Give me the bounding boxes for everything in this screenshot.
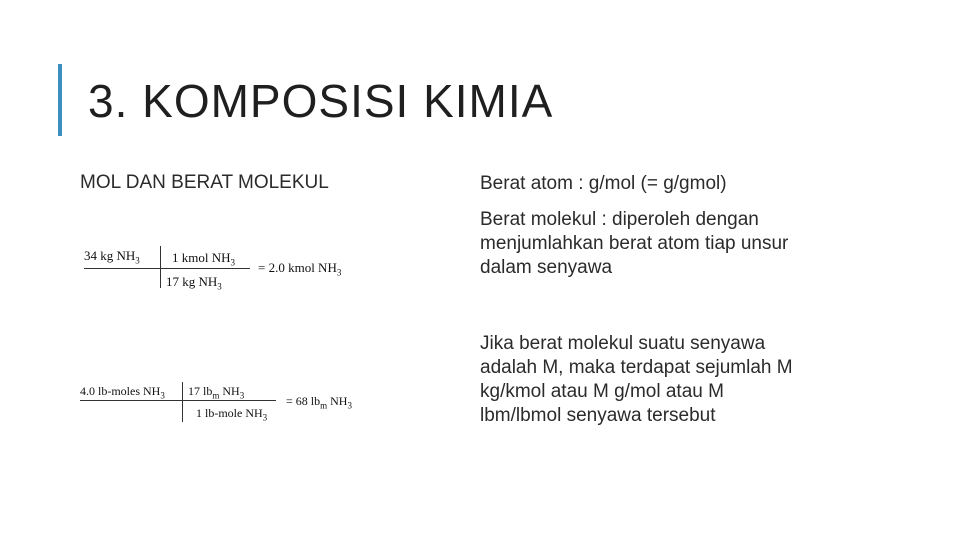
eq1-numerator-left: 34 kg $NH_3$ [84,248,140,266]
eq2-numerator-left: 4.0 lb-moles $NH_3$ [80,384,165,401]
eq1-numerator-right: 1 kmol $NH_3$ [172,250,235,268]
title-accent-bar [58,64,62,136]
eq2-divider-horizontal [80,400,276,401]
paragraph-atom-weight: Berat atom : g/mol (= g/gmol) [480,173,727,194]
conversion-equation-lbm [80,382,380,432]
eq1-result: = 2.0 kmol $NH_3$ [258,260,342,278]
eq2-denominator: 1 lb-mole $NH_3$ [196,406,268,423]
eq1-divider-horizontal [84,268,250,269]
section-heading: MOL DAN BERAT MOLEKUL [80,172,329,193]
paragraph-molecular-weight: Berat molekul : diperoleh dengan menjumlahkan berat atom tiap unsur dalam senyawa [480,209,789,278]
eq2-divider-vertical [182,382,183,422]
eq1-denominator: 17 kg $NH_3$ [166,274,222,292]
conversion-equation-kmol [84,246,384,296]
eq2-result: = 68 $lb_m$ $NH_3$ [286,394,352,411]
eq2-numerator-right: 17 $lb_m$ $NH_3$ [188,384,245,401]
eq1-divider-vertical [160,246,161,288]
paragraph-molecular-weight-units: Jika berat molekul suatu senyawa adalah M, maka terdapat sejumlah M kg/kmol atau M g/mol atau M lbm/lbmol senyawa tersebut [480,333,793,426]
slide-title: 3. KOMPOSISI KIMIA [88,75,554,127]
